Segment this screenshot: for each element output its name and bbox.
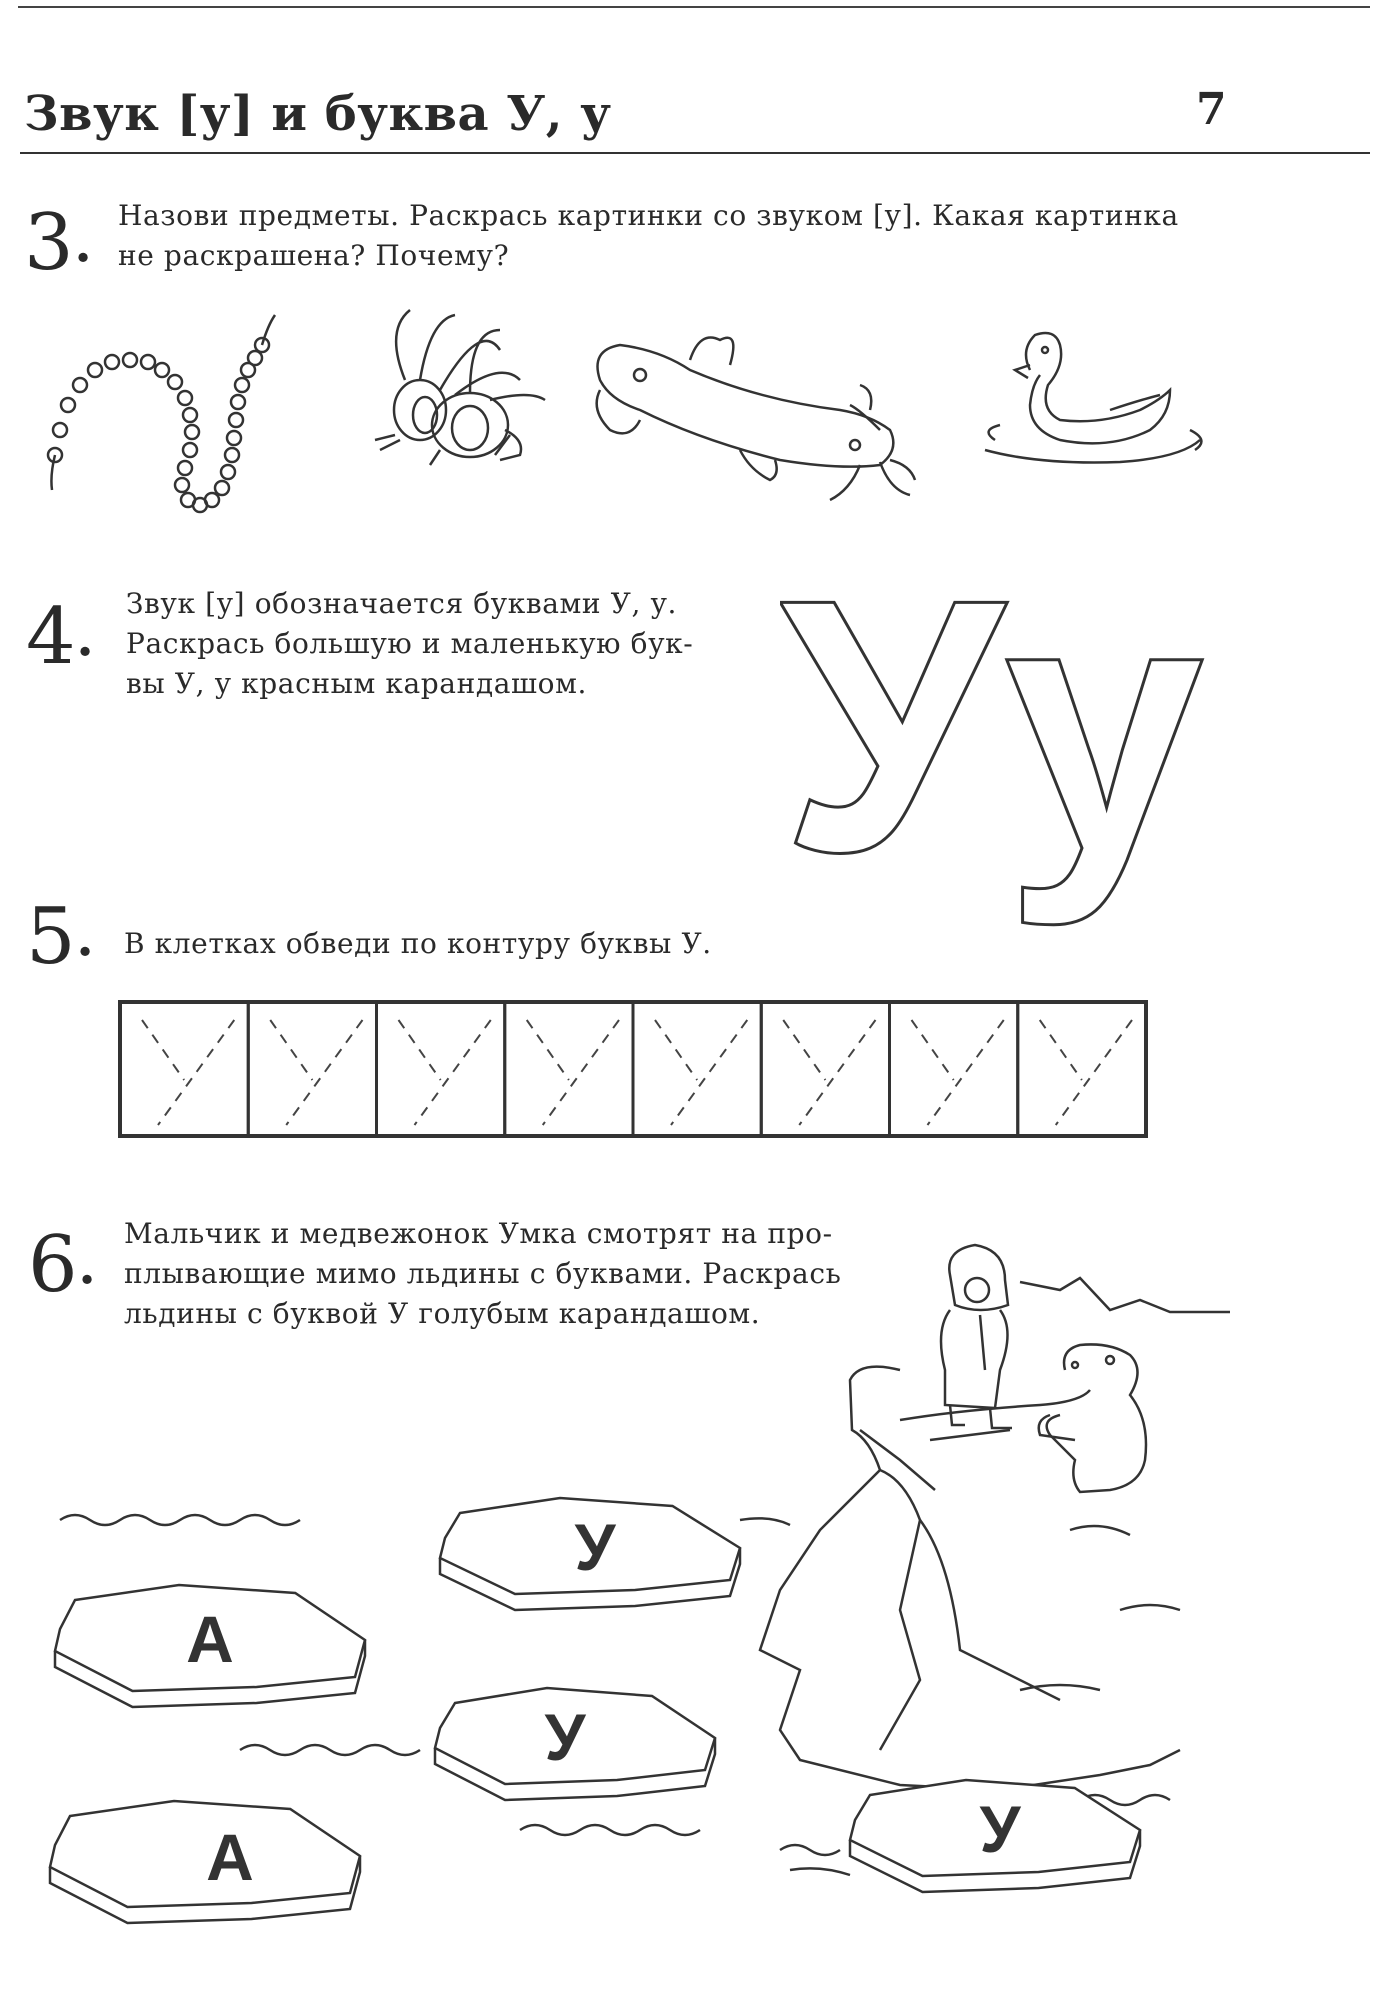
task-4-line-3: вы У, у красным карандашом. (126, 667, 587, 700)
tracing-cells (118, 1000, 1150, 1140)
ice-floe[interactable] (435, 1688, 715, 1800)
task-6-line-3: льдины с буквой У голубым карандашом. (124, 1297, 761, 1330)
page-title: Звук [у] и буква У, у (24, 86, 612, 142)
task-3-line-2: не раскрашена? Почему? (118, 239, 510, 272)
ice-floe-letter: А (186, 1602, 234, 1676)
ice-floe-letter: А (206, 1820, 254, 1894)
tracing-cell[interactable] (248, 1002, 376, 1136)
ice-floe-letter: У (574, 1510, 616, 1584)
tracing-cell[interactable] (890, 1002, 1018, 1136)
task-4-line-2: Раскрась большую и маленькую бук- (126, 627, 694, 660)
boy-figure[interactable] (941, 1245, 1012, 1428)
ice-floe-letter: У (544, 1700, 586, 1774)
beads-picture[interactable] (48, 315, 275, 512)
tracing-cell[interactable] (633, 1002, 761, 1136)
task-3-pictures (0, 290, 1382, 520)
top-border (18, 6, 1370, 8)
task-5-number: 5• (26, 892, 95, 982)
page-number: 7 (1196, 84, 1227, 135)
task-4-line-1: Звук [у] обозначается буквами У, у. (126, 587, 678, 620)
task-6-number: 6• (28, 1220, 97, 1310)
ice-floe[interactable] (55, 1585, 365, 1707)
catfish-picture[interactable] (597, 338, 915, 501)
ice-floe[interactable] (50, 1801, 360, 1923)
tracing-cell[interactable] (505, 1002, 633, 1136)
tracing-cell[interactable] (761, 1002, 889, 1136)
task-5-text: В клетках обведи по контуру буквы У. (124, 927, 712, 960)
header-rule (20, 152, 1370, 154)
big-letters-text: Уу (780, 540, 1205, 927)
ice-floe[interactable] (440, 1498, 740, 1610)
ice-floe[interactable] (850, 1780, 1140, 1892)
task-3-number: 3• (24, 198, 93, 288)
ice-scene (0, 1230, 1382, 2000)
task-4-text (126, 584, 693, 704)
task-3-line-1: Назови предметы. Раскрась картинки со звуком [у]. Какая картинка (118, 199, 1179, 232)
task-6-line-1: Мальчик и медвежонок Умка смотрят на про- (124, 1217, 833, 1250)
task-6-line-2: плывающие мимо льдины с буквами. Раскрась (124, 1257, 842, 1290)
task-4-number: 4• (26, 592, 95, 682)
task-3-text (118, 196, 1179, 276)
tracing-cell[interactable] (377, 1002, 505, 1136)
duck-picture[interactable] (985, 333, 1201, 463)
onion-picture[interactable] (375, 310, 545, 465)
bear-figure[interactable] (1039, 1344, 1146, 1492)
tracing-cell[interactable] (1018, 1002, 1146, 1136)
ice-floe-letter: У (979, 1792, 1021, 1866)
big-letters-uu[interactable] (780, 540, 1240, 940)
tracing-cell[interactable] (120, 1002, 248, 1136)
